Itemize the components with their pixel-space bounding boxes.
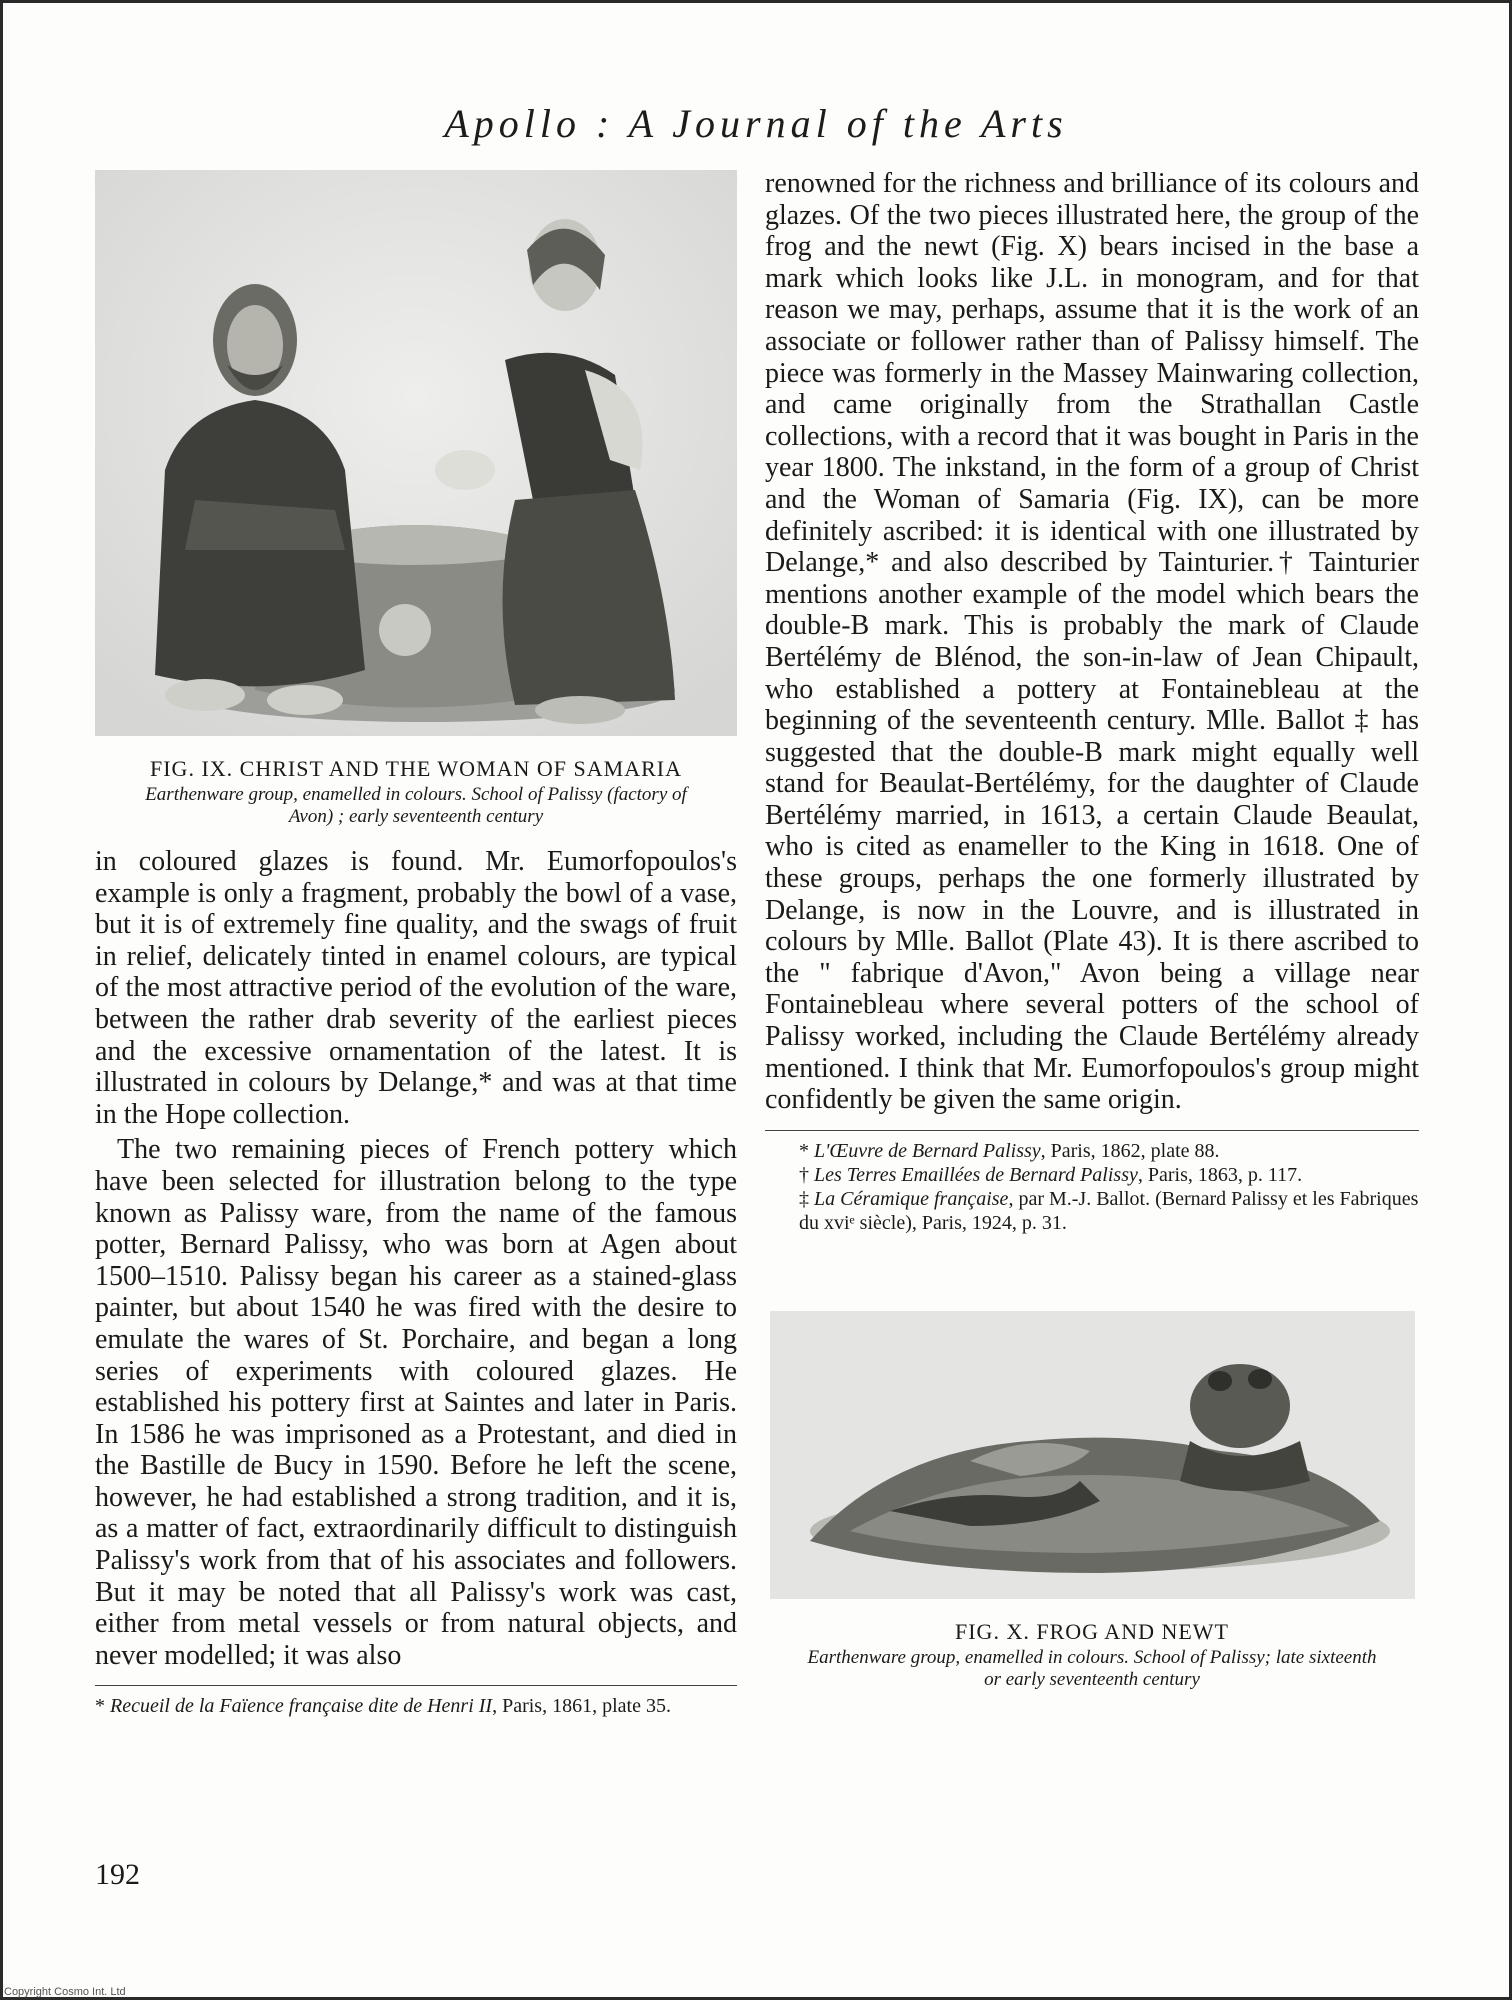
footnote: † Les Terres Emaillées de Bernard Palissy, Paris, 1863, p. 117. [799, 1163, 1303, 1186]
footnote-rule [95, 1685, 737, 1686]
left-column [95, 170, 737, 1718]
right-body-text [765, 168, 1419, 1116]
christ-samaria-illustration [95, 170, 737, 736]
figure-x-title: FIG. X. FROG AND NEWT [955, 1618, 1229, 1644]
footnote-rule [765, 1130, 1419, 1131]
running-header: Apollo : A Journal of the Arts [444, 101, 1068, 146]
figure-ix-photo [95, 170, 737, 736]
paragraph: The two remaining pieces of French pottery which have been selected for illustration belong to the type known as Palissy ware, from the name of the famous potter, Bernard Palissy, who was born at Agen about 1500–1510. Palissy began his career as a stained-glass painter, but about 1540 he was fired with the desire to emulate the wares of St. Porchaire, and began a long series of experiments with coloured glazes. He established his pottery first at Saintes and later in Paris. In 1586 he was imprisoned as a Protestant, and died in the Bastille de Bucy in 1590. Before he left the scene, however, he had established a strong tradition, and it is, as a matter of fact, extraordinarily difficult to distinguish Palissy's work from that of his associates and followers. But it may be noted that all Palissy's work was cast, either from metal vessels or from natural objects, and never modelled; it was also [95, 1134, 737, 1671]
page-number: 192 [95, 1858, 140, 1891]
footnote: ‡ La Céramique française, par M.-J. Ballot. (Bernard Palissy et les Fabriques du xviᵉ siècle), Paris, 1924, p. 31. [799, 1187, 1419, 1234]
paragraph: renowned for the richness and brilliance of its colours and glazes. Of the two pieces illustrated here, the group of the frog and the newt (Fig. X) bears incised in the base a mark which looks like J.L. in monogram, and for that reason we may, perhaps, assume that it is the work of an associate or follower rather than of Palissy himself. The piece was formerly in the Massey Mainwaring collection, and came originally from the Strathallan Castle collections, with a record that it was bought in Paris in the year 1800. The inkstand, in the form of a group of Christ and the Woman of Samaria (Fig. IX), can be more definitely ascribed: it is identical with one illustrated by Delange,* and also described by Tainturier.† Tainturier mentions another example of the model which bears the double-B mark. This is probably the mark of Claude Bertélémy de Blénod, the son-in-law of Jean Chipault, who established a pottery at Fontainebleau at the beginning of the seventeenth century. Mlle. Ballot ‡ has suggested that the double-B mark might equally well stand for Beaulat-Bertélémy, for the daughter of Claude Bertélémy married, in 1613, a certain Claude Beaulat, who is cited as enameller to the King in 1618. One of these groups, perhaps the one formerly illustrated by Delange, is now in the Louvre, and is illustrated in colours by Mlle. Ballot (Plate 43). It is there ascribed to the " fabrique d'Avon," Avon being a village near Fontainebleau where several potters of the school of Palissy worked, including the Claude Bertélémy already mentioned. I think that Mr. Eumorfopoulos's group might confidently be given the same origin. [765, 168, 1419, 1116]
frog-newt-illustration [770, 1311, 1415, 1599]
figure-ix-caption: Earthenware group, enamelled in colours. School of Palissy (factory of Avon) ; early seventeenth century [145, 784, 687, 827]
copyright-notice: Copyright Cosmo Int. Ltd [4, 1986, 126, 1998]
left-body-text [95, 846, 737, 1671]
paragraph: in coloured glazes is found. Mr. Eumorfopoulos's example is only a fragment, probably the bowl of a vase, but it is of extremely fine quality, and the swags of fruit in relief, delicately tinted in enamel colours, are typical of the most attractive period of the evolution of the ware, between the rather drab severity of the earliest pieces and the excessive ornamentation of the latest. It is illustrated in colours by Delange,* and was at that time in the Hope collection. [95, 846, 737, 1130]
footnote: * Recueil de la Faïence française dite de Henri II, Paris, 1861, plate 35. [95, 1695, 671, 1718]
figure-x-photo [770, 1311, 1415, 1599]
figure-ix-title: FIG. IX. CHRIST AND THE WOMAN OF SAMARIA [150, 756, 682, 781]
footnote: * L'Œuvre de Bernard Palissy, Paris, 1862, plate 88. [799, 1139, 1220, 1162]
right-column [765, 168, 1419, 1691]
figure-x-caption: Earthenware group, enamelled in colours. School of Palissy; late sixteenth or early seventeenth century [807, 1646, 1377, 1690]
